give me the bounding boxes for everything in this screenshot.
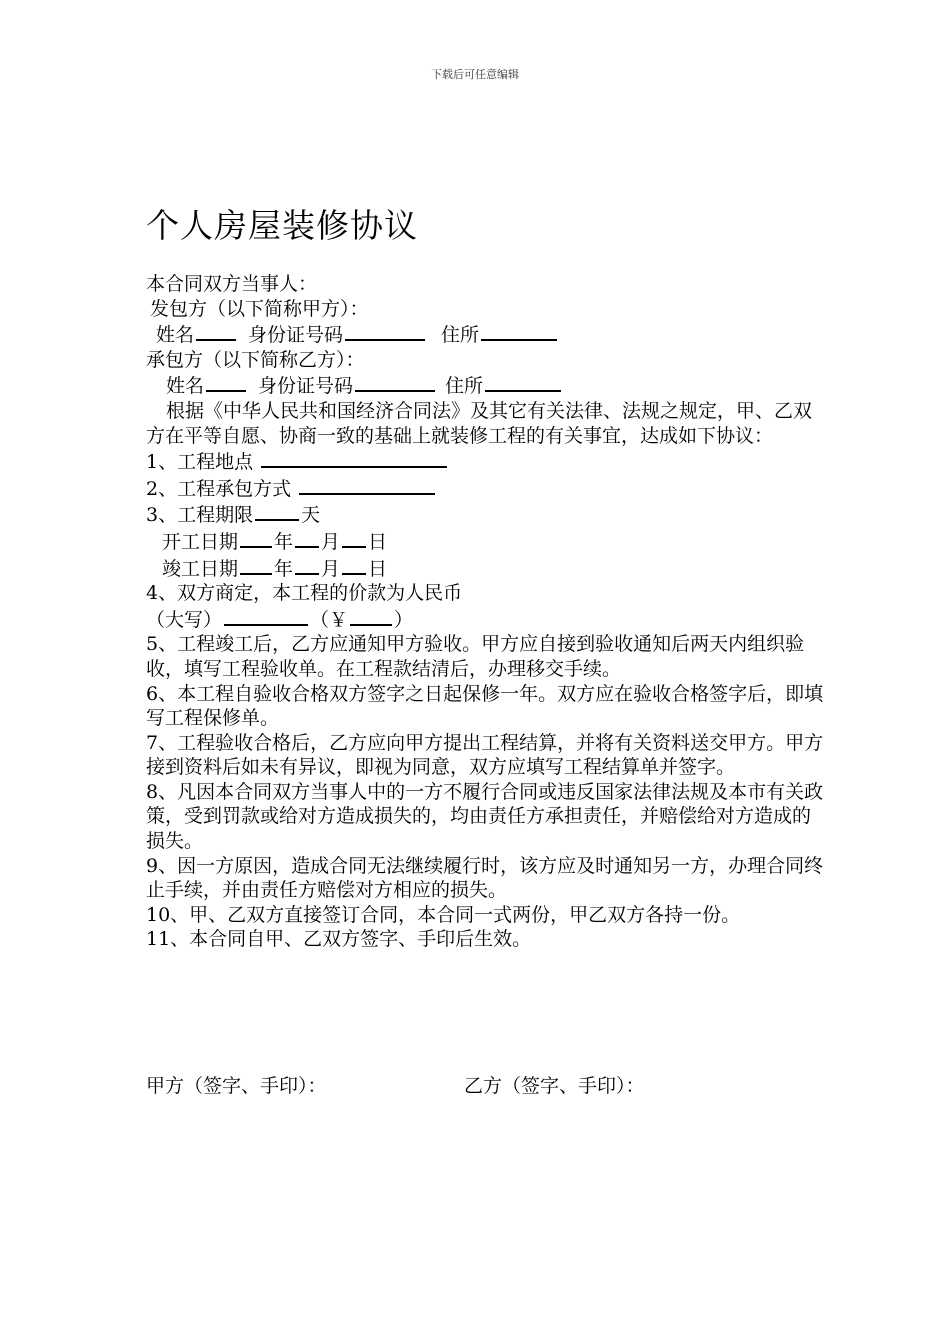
end-month-blank[interactable] bbox=[295, 555, 319, 575]
party-a-heading: 发包方（以下简称甲方）： bbox=[150, 297, 369, 320]
start-date-label: 开工日期 bbox=[162, 530, 239, 553]
start-day-unit: 日 bbox=[368, 530, 388, 553]
party-b-id-blank[interactable] bbox=[355, 372, 435, 392]
item-2-label: 2、工程承包方式 bbox=[146, 477, 292, 500]
price-line bbox=[146, 606, 826, 633]
item-8: 8、凡因本合同双方当事人中的一方不履行合同或违反国家法律法规及本市有关政策，受到罚款或给对方造成损失的，均由责任方承担责任，并赔偿给对方造成的损失。 bbox=[146, 780, 824, 853]
item-3 bbox=[146, 501, 826, 528]
end-date-label: 竣工日期 bbox=[162, 557, 239, 580]
party-a-id-blank[interactable] bbox=[345, 321, 425, 341]
party-a-address-blank[interactable] bbox=[481, 321, 557, 341]
item-1-label: 1、工程地点 bbox=[146, 451, 254, 474]
end-date bbox=[146, 555, 826, 582]
item-11: 11、本合同自甲、乙双方签字、手印后生效。 bbox=[146, 928, 532, 951]
price-daxie-blank[interactable] bbox=[224, 606, 308, 626]
document-title: 个人房屋装修协议 bbox=[146, 206, 418, 245]
item-2 bbox=[146, 475, 826, 502]
price-yuan-blank[interactable] bbox=[350, 606, 392, 626]
end-day-blank[interactable] bbox=[342, 555, 366, 575]
end-month-unit: 月 bbox=[321, 557, 341, 580]
start-month-blank[interactable] bbox=[295, 528, 319, 548]
party-b-name-label: 姓名 bbox=[166, 375, 205, 398]
end-year-unit: 年 bbox=[274, 557, 294, 580]
party-b-address-blank[interactable] bbox=[485, 372, 561, 392]
intro-line: 本合同双方当事人： bbox=[146, 273, 318, 295]
party-a-name-label: 姓名 bbox=[156, 324, 195, 347]
item-3-label: 3、工程期限 bbox=[146, 504, 254, 527]
item-3-blank[interactable] bbox=[255, 501, 299, 521]
end-day-unit: 日 bbox=[368, 557, 388, 580]
price-daxie-label: （大写） bbox=[146, 608, 223, 631]
start-year-blank[interactable] bbox=[240, 528, 272, 548]
item-2-blank[interactable] bbox=[299, 475, 435, 495]
start-day-blank[interactable] bbox=[342, 528, 366, 548]
item-7: 7、工程验收合格后，乙方应向甲方提出工程结算，并将有关资料送交甲方。甲方接到资料后如未有异议，即视为同意，双方应填写工程结算单并签字。 bbox=[146, 731, 824, 779]
preamble: 根据《中华人民共和国经济合同法》及其它有关法律、法规之规定，甲、乙双方在平等自愿、协商一致的基础上就装修工程的有关事宜，达成如下协议： bbox=[146, 399, 813, 447]
item-6: 6、本工程自验收合格双方签字之日起保修一年。双方应在验收合格签字后，即填写工程保修单。 bbox=[146, 682, 824, 730]
start-date bbox=[146, 528, 826, 555]
price-yuan-close: ） bbox=[394, 608, 414, 631]
party-b-id-label: 身份证号码 bbox=[258, 375, 354, 398]
party-b-signature-label: 乙方（签字、手印）： bbox=[464, 1075, 645, 1097]
item-4: 4、双方商定，本工程的价款为人民币 bbox=[146, 582, 463, 605]
end-year-blank[interactable] bbox=[240, 555, 272, 575]
item-3-unit: 天 bbox=[301, 504, 321, 527]
item-10: 10、甲、乙双方直接签订合同，本合同一式两份，甲乙双方各持一份。 bbox=[146, 903, 741, 926]
start-month-unit: 月 bbox=[321, 530, 341, 553]
party-a-name-blank[interactable] bbox=[196, 321, 236, 341]
header-note: 下载后可任意编辑 bbox=[431, 68, 519, 81]
party-a-address-label: 住所 bbox=[441, 324, 480, 347]
item-9: 9、因一方原因，造成合同无法继续履行时，该方应及时通知另一方，办理合同终止手续，并由责任方赔偿对方相应的损失。 bbox=[146, 854, 824, 902]
contract-body bbox=[146, 272, 826, 952]
start-year-unit: 年 bbox=[274, 530, 294, 553]
party-a-signature-label: 甲方（签字、手印）： bbox=[146, 1075, 327, 1097]
party-a-fields bbox=[146, 321, 826, 348]
party-b-address-label: 住所 bbox=[445, 375, 484, 398]
party-b-heading: 承包方（以下简称乙方）： bbox=[146, 348, 365, 371]
item-1-blank[interactable] bbox=[261, 448, 447, 468]
item-5: 5、工程竣工后，乙方应通知甲方验收。甲方应自接到验收通知后两天内组织验收，填写工程验收单。在工程款结清后，办理移交手续。 bbox=[146, 633, 805, 680]
price-yuan-open: （￥ bbox=[310, 608, 349, 631]
item-1 bbox=[146, 448, 826, 475]
party-b-fields bbox=[146, 372, 826, 399]
party-a-id-label: 身份证号码 bbox=[248, 324, 344, 347]
party-b-name-blank[interactable] bbox=[206, 372, 246, 392]
